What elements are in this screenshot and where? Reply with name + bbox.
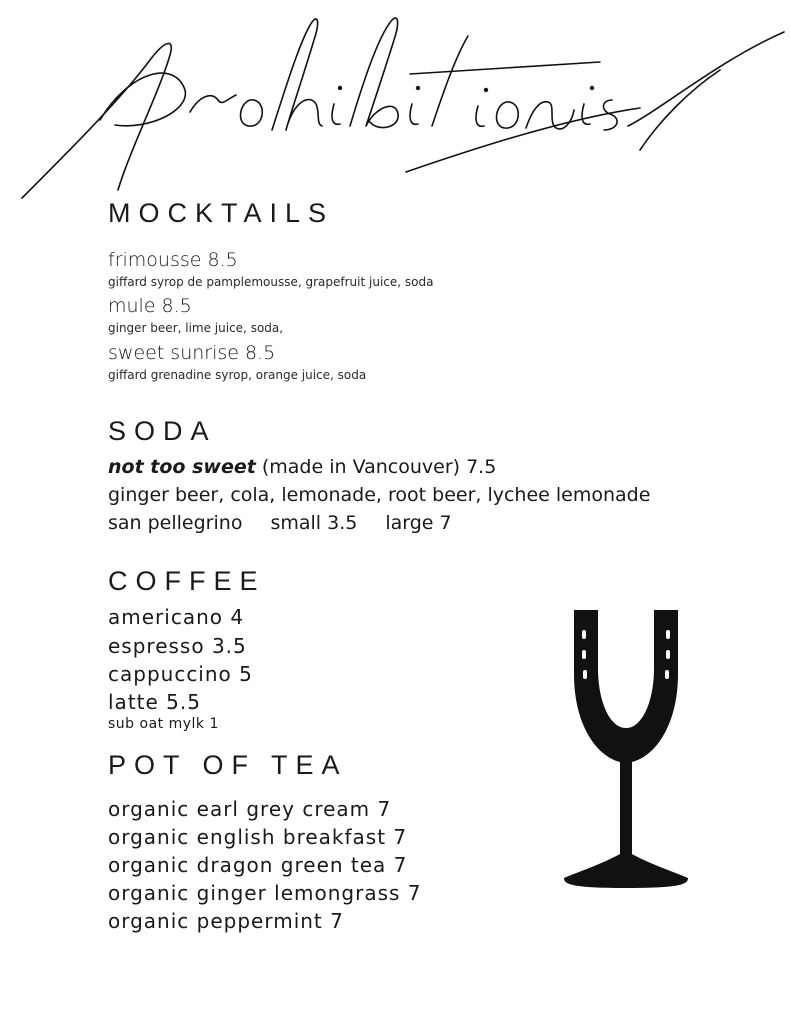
soda-flavors: ginger beer, cola, lemonade, root beer, lychee lemonade [108, 484, 651, 506]
section-title-coffee: COFFEE [108, 566, 266, 596]
horseshoe-wine-glass-icon [560, 606, 692, 896]
menu-item-name: frimousse 8.5 [108, 249, 238, 271]
coffee-item: latte 5.5 [108, 690, 201, 714]
tea-item: organic dragon green tea 7 [108, 853, 408, 877]
pellegrino-large: large 7 [385, 512, 452, 534]
menu-item-desc: giffard grenadine syrop, orange juice, soda [108, 368, 367, 382]
tea-item: organic earl grey cream 7 [108, 797, 392, 821]
pellegrino-small: small 3.5 [270, 512, 358, 534]
coffee-item: cappuccino 5 [108, 662, 253, 686]
tea-item: organic ginger lemongrass 7 [108, 881, 422, 905]
section-title-tea: POT OF TEA [108, 750, 348, 780]
menu-item-desc: ginger beer, lime juice, soda, [108, 321, 284, 335]
soda-brand-line [108, 456, 496, 478]
menu-item-desc: giffard syrop de pamplemousse, grapefruit juice, soda [108, 275, 434, 289]
soda-brand-detail: (made in Vancouver) 7.5 [261, 456, 497, 478]
coffee-item: espresso 3.5 [108, 634, 247, 658]
pellegrino-name: san pellegrino [108, 512, 243, 534]
soda-pellegrino-line [108, 512, 452, 534]
menu-item-name: mule 8.5 [108, 295, 192, 317]
section-title-soda: SODA [108, 416, 217, 446]
soda-brand: not too sweet [108, 456, 256, 478]
coffee-note: sub oat mylk 1 [108, 716, 219, 732]
menu-item-name: sweet sunrise 8.5 [108, 342, 276, 364]
coffee-item: americano 4 [108, 605, 245, 629]
tea-item: organic english breakfast 7 [108, 825, 408, 849]
tea-item: organic peppermint 7 [108, 909, 344, 933]
section-title-mocktails: MOCKTAILS [108, 198, 335, 228]
